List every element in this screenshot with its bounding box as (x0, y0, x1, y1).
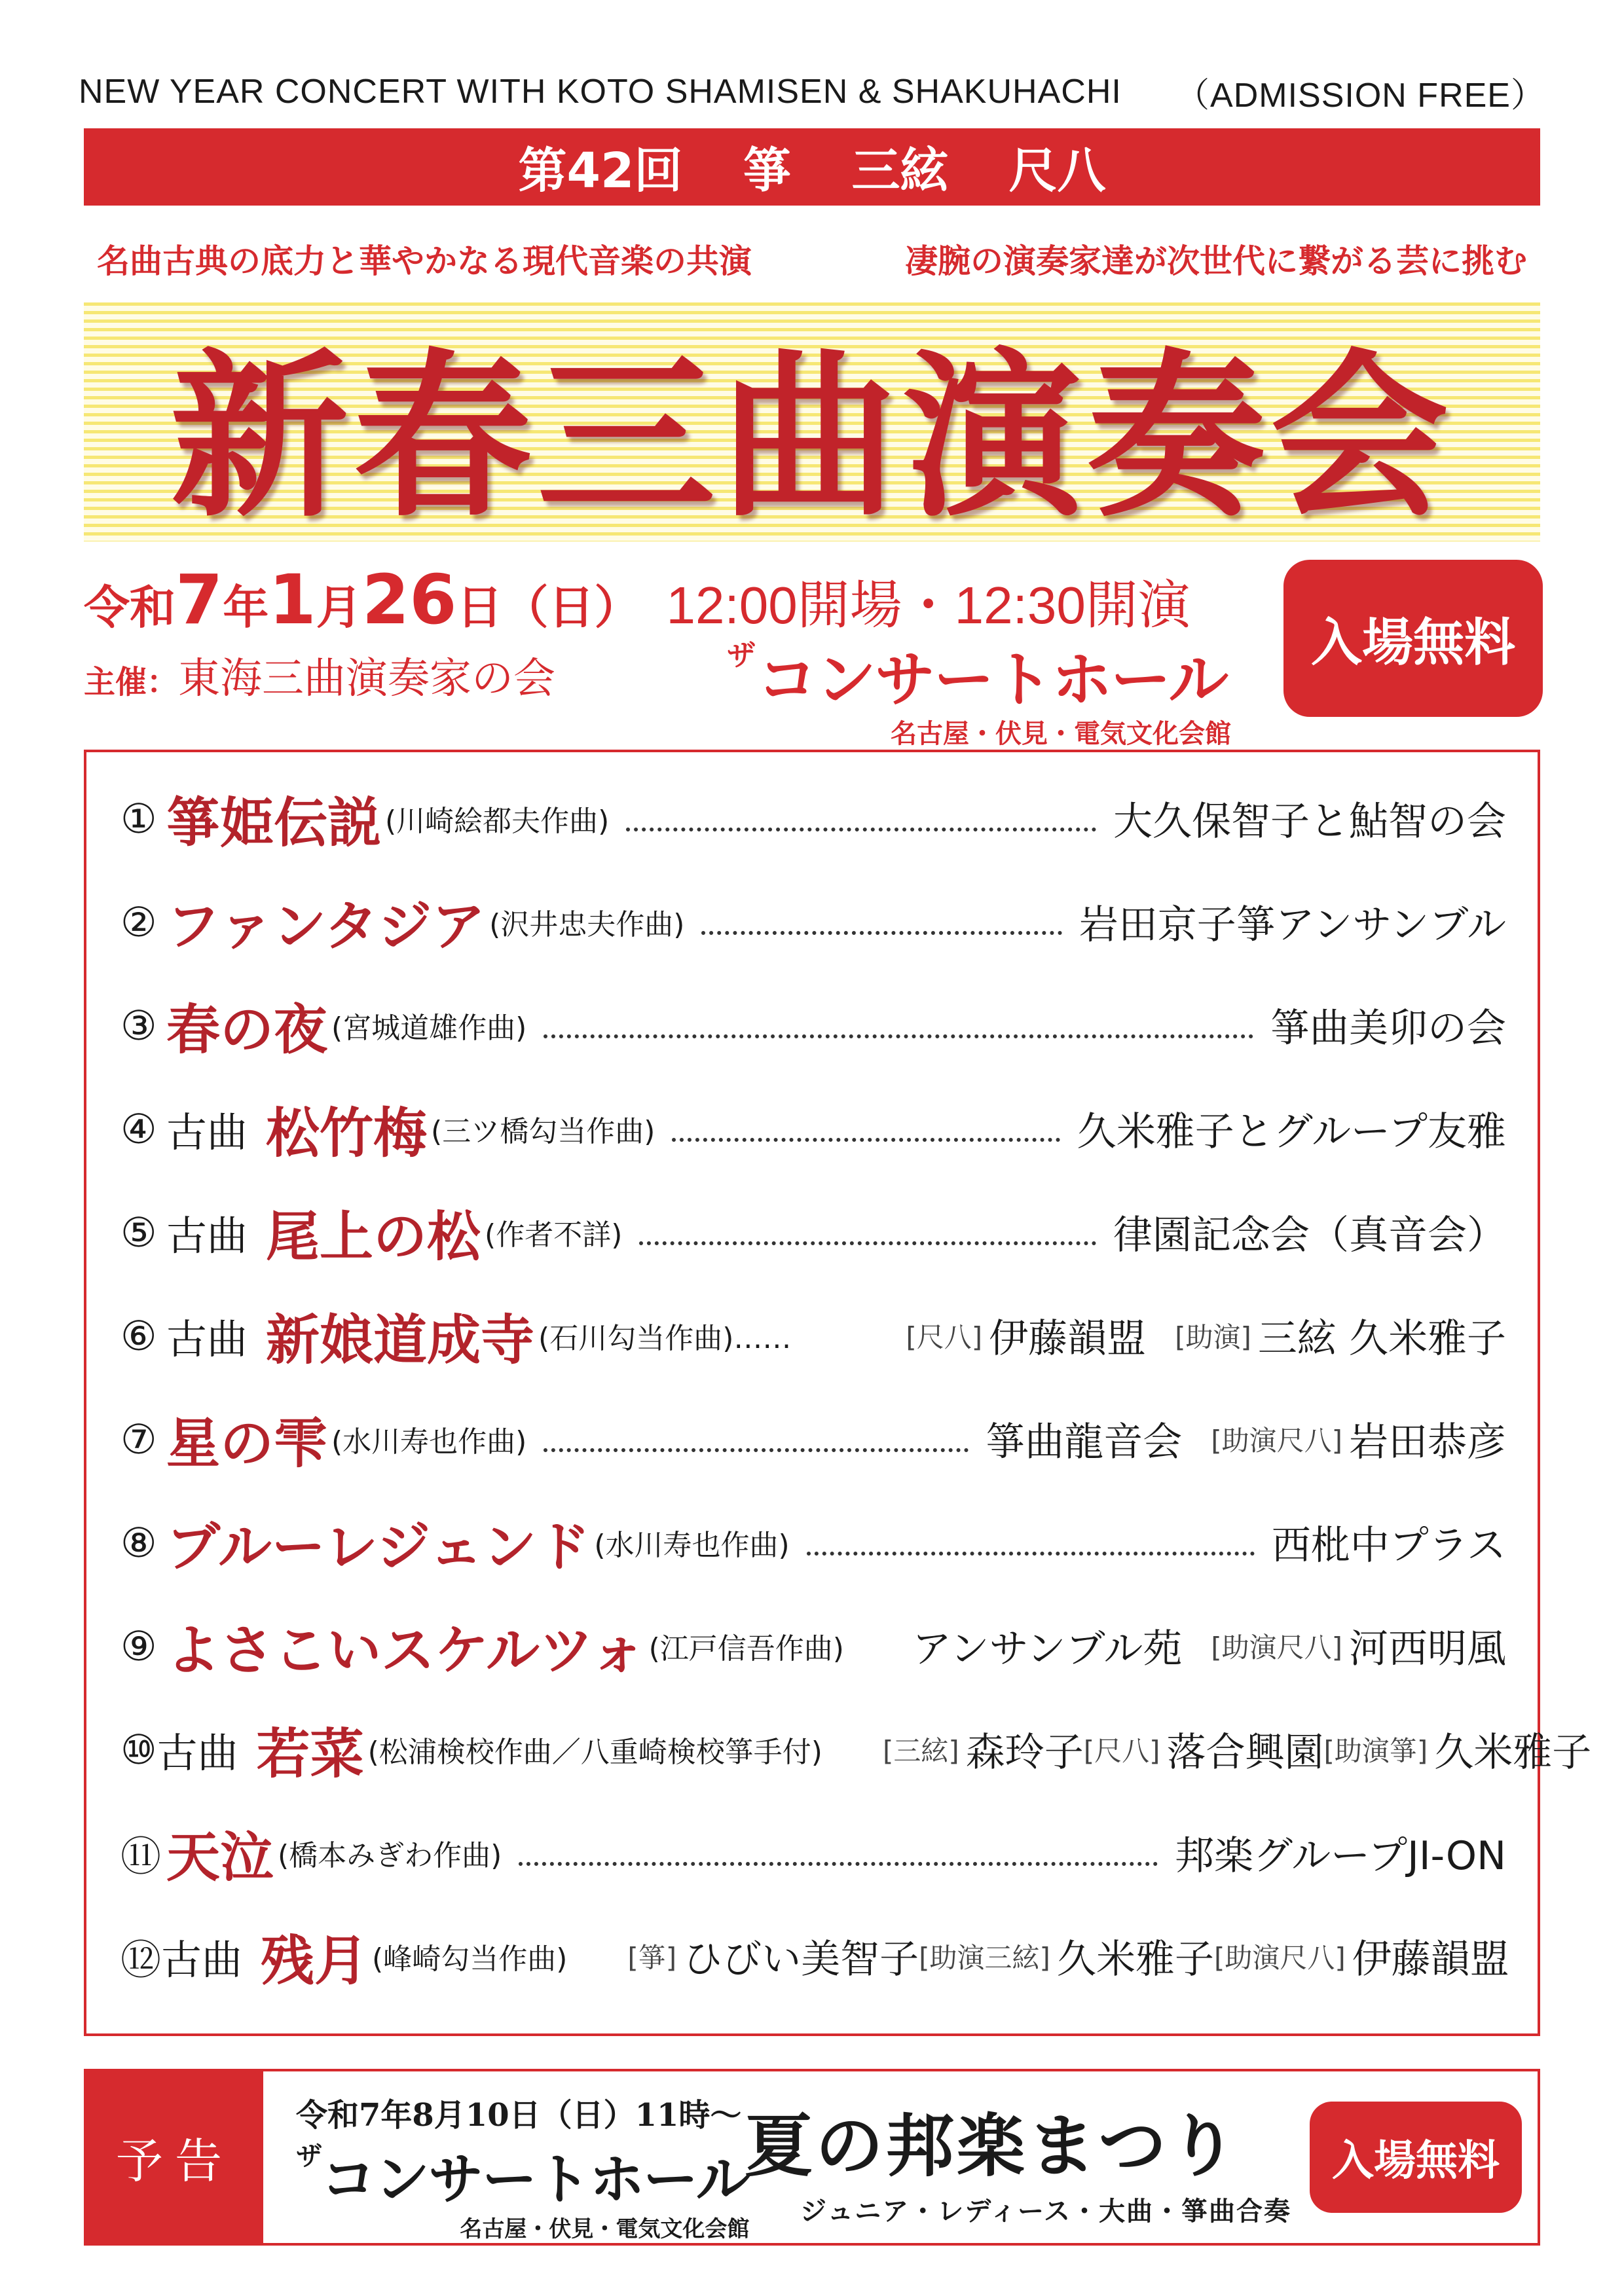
performer-name: 久米雅子 (1056, 1937, 1214, 1982)
performer-name: 落合興園 (1166, 1730, 1324, 1776)
notice-label: 予告 (86, 2071, 263, 2243)
notice-event-title: 夏の邦楽まつり (745, 2105, 1240, 2186)
notice-venue-logo (296, 2136, 749, 2243)
program-item (120, 1296, 1506, 1375)
program-item (120, 1813, 1506, 1892)
main-title: 新春三曲演奏会 (170, 333, 1454, 541)
english-title-row (79, 65, 1545, 118)
english-admission: （ADMISSION FREE） (1175, 76, 1545, 115)
program-title: 尾上の松 (266, 1205, 481, 1268)
program-title: 残月 (261, 1929, 369, 1992)
program-classical-tag: 古曲 (166, 1108, 248, 1156)
venue-logo (727, 632, 1257, 749)
leader-space (584, 1943, 610, 1969)
program-number: ⑦ (120, 1415, 157, 1463)
program-classical-tag: 古曲 (161, 1935, 243, 1984)
leader-dots (544, 1426, 969, 1452)
tagline-row (84, 229, 1540, 288)
performer-name: 伊藤韻盟 (1352, 1937, 1509, 1982)
program-number: ③ (120, 1001, 157, 1049)
tagline-right: 凄腕の演奏家達が次世代に繋がる芸に挑む (905, 242, 1527, 280)
program-number: ⑪ (120, 1832, 162, 1880)
performer-role: [尺八] (906, 1321, 983, 1353)
program-item (120, 1710, 1592, 1789)
date-weekday: （日） (502, 581, 640, 634)
program-title: 新娘道成寺 (266, 1309, 535, 1372)
program-composer: (橋本みぎわ作曲) (278, 1839, 502, 1872)
performer-name: 河西明風 (1349, 1626, 1506, 1672)
program-number: ② (120, 898, 157, 946)
leader-space (840, 1736, 866, 1762)
performer-name: 箏曲美卯の会 (1270, 1006, 1506, 1051)
program-composer: (峰崎勾当作曲) (372, 1942, 568, 1976)
program-number: ⑤ (120, 1208, 157, 1256)
performer-name: 箏曲龍音会 (986, 1419, 1183, 1465)
leader-dots (544, 1012, 1253, 1038)
program-classical-tag: 古曲 (157, 1728, 238, 1777)
program-item (120, 883, 1506, 961)
program-title: よさこいスケルツォ (166, 1619, 645, 1682)
program-item (120, 779, 1506, 858)
program-number: ⑫ (120, 1935, 162, 1984)
program-composer: (水川寿也作曲) (594, 1529, 790, 1562)
date-era: 令和 (84, 581, 175, 634)
program-item (120, 1193, 1506, 1271)
program-composer: (川崎絵都夫作曲) (385, 805, 610, 838)
date-year: 7 (175, 560, 223, 640)
date-year-unit: 年 (223, 581, 269, 634)
event-time: 12:00開場・12:30開演 (666, 576, 1190, 634)
performer-name: 久米雅子 (1434, 1730, 1592, 1776)
event-date (84, 560, 640, 640)
tagline-left: 名曲古典の底力と華やかなる現代音楽の共演 (97, 242, 752, 280)
performer-name: 久米雅子とグループ友雅 (1077, 1109, 1506, 1155)
venue-location: 名古屋・伏見・電気文化会館 (891, 719, 1231, 749)
notice-date: 令和7年8月10日（日）11時～ (296, 2097, 742, 2134)
program-title: 松竹梅 (266, 1102, 428, 1165)
venue-name (727, 632, 1257, 718)
leader-dots (639, 1219, 1096, 1245)
edition-label: 第42回 (518, 143, 683, 199)
date-day: 26 (361, 560, 457, 640)
program-number: ⑨ (120, 1622, 157, 1670)
program-title: ブルーレジェンド (166, 1516, 591, 1578)
performer-name: 伊藤韻盟 (989, 1316, 1147, 1362)
program-number: ⑩ (120, 1725, 157, 1774)
performer-name: 岩田恭彦 (1349, 1419, 1506, 1465)
performer-name: 西枇中プラス (1271, 1523, 1506, 1569)
program-title: 箏姫伝説 (166, 792, 382, 854)
program-composer: (水川寿也作曲) (331, 1425, 527, 1459)
event-date-row (84, 560, 1190, 638)
performer-name: 律園記念会（真音会） (1113, 1212, 1506, 1258)
leader-dots (519, 1840, 1158, 1866)
performer-role: [尺八] (1083, 1735, 1160, 1767)
program-item (120, 1917, 1509, 1995)
performer-name: 森玲子 (965, 1730, 1084, 1776)
leader-dots (626, 805, 1096, 831)
performer-role: [助演箏] (1323, 1735, 1428, 1767)
program-number: ⑥ (120, 1311, 157, 1360)
leader-dots (807, 1529, 1255, 1556)
edition-band (84, 128, 1540, 206)
program-title: 天泣 (166, 1826, 274, 1889)
program-title: ファンタジア (166, 895, 486, 958)
performer-name: 邦楽グループJI-ON (1174, 1833, 1506, 1879)
program-composer: (宮城道雄作曲) (331, 1011, 527, 1045)
program-composer: (江戸信吾作曲) (648, 1632, 844, 1666)
venue-title: コンサートホール (757, 645, 1228, 715)
program-item (120, 1089, 1506, 1168)
program-item (120, 1503, 1506, 1582)
performer-name: 三絃 久米雅子 (1257, 1316, 1506, 1362)
leader-dots (701, 909, 1061, 935)
performer-name: ひびい美智子 (683, 1937, 919, 1982)
program-number: ① (120, 794, 157, 843)
organizer-name: 東海三曲演奏家の会 (178, 655, 556, 703)
date-month: 1 (268, 560, 316, 640)
performer-role: [助演三絃] (919, 1942, 1050, 1974)
program-composer: (沢井忠夫作曲) (489, 908, 685, 941)
program-classical-tag: 古曲 (166, 1315, 248, 1363)
english-title: NEW YEAR CONCERT WITH KOTO SHAMISEN & SHAKUHACHI (79, 73, 1122, 111)
performer-role: [箏] (627, 1942, 677, 1974)
program-composer: (石川勾当作曲)…… (538, 1322, 792, 1355)
notice-venue-name (296, 2136, 749, 2215)
program-classical-tag: 古曲 (166, 1211, 248, 1260)
venue-prefix: ザ (727, 639, 754, 672)
date-month-unit: 月 (316, 581, 362, 634)
performer-role: [助演] (1175, 1321, 1251, 1353)
performer-role: [助演尺八] (1211, 1425, 1342, 1457)
notice-venue-location: 名古屋・伏見・電気文化会館 (460, 2216, 750, 2242)
upcoming-event-notice (84, 2069, 1540, 2246)
program-title: 春の夜 (166, 998, 328, 1061)
notice-event-subtitle: ジュニア・レディース・大曲・箏曲合奏 (800, 2196, 1291, 2227)
program-item (120, 1607, 1506, 1685)
program-title: 若菜 (256, 1722, 364, 1785)
performer-name: 岩田京子箏アンサンブル (1079, 902, 1506, 948)
performer-role: [三絃] (882, 1735, 959, 1767)
program-composer: (作者不詳) (485, 1218, 623, 1252)
program-composer: (松浦検校作曲／八重崎検校箏手付) (367, 1736, 822, 1769)
notice-admission-free-badge: 入場無料 (1310, 2102, 1522, 2213)
performer-name: アンサンブル苑 (912, 1626, 1183, 1672)
organizer-label: 主催： (84, 664, 179, 701)
instrument-shakuhachi: 尺八 (1008, 143, 1106, 199)
performer-role: [助演尺八] (1213, 1942, 1346, 1974)
program-composer: (三ツ橋勾当作曲) (431, 1115, 655, 1148)
leader-space (861, 1633, 895, 1659)
instrument-shamisen: 三絃 (851, 143, 949, 199)
notice-venue-title: コンサートホール (321, 2147, 750, 2212)
date-day-unit: 日 (456, 581, 503, 634)
program-number: ⑧ (120, 1518, 157, 1567)
performer-role: [助演尺八] (1211, 1631, 1342, 1664)
program-number: ④ (120, 1104, 157, 1153)
admission-free-badge: 入場無料 (1283, 560, 1543, 717)
performer-name: 大久保智子と鮎智の会 (1113, 799, 1506, 845)
notice-venue-prefix: ザ (296, 2141, 321, 2172)
program-item (120, 1400, 1506, 1478)
program-title: 星の雫 (166, 1412, 328, 1475)
program-item (120, 986, 1506, 1065)
organizer (84, 645, 555, 704)
instrument-koto: 箏 (743, 143, 792, 199)
leader-space (808, 1322, 889, 1349)
leader-dots (672, 1116, 1060, 1142)
